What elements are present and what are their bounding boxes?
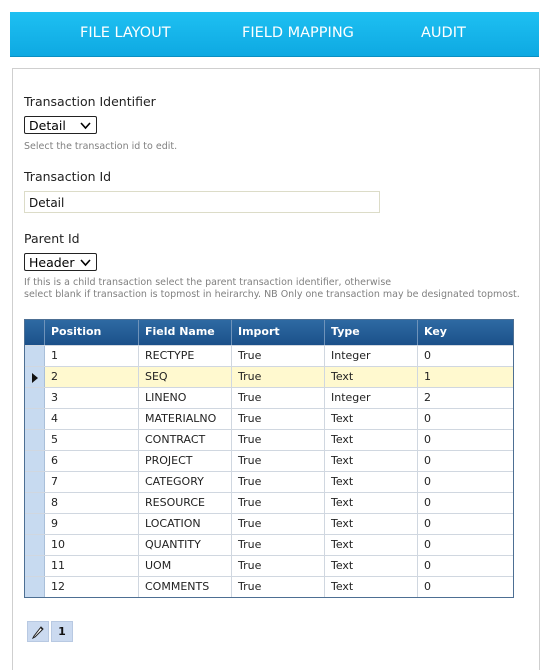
- cell-position[interactable]: 8: [45, 493, 139, 513]
- parent-id-hint-line-1: If this is a child transaction select the parent transaction identifier, otherwise: [24, 277, 392, 288]
- cell-type[interactable]: Integer: [325, 346, 418, 366]
- cell-key[interactable]: 0: [424, 538, 431, 551]
- row-indicator[interactable]: [25, 367, 45, 387]
- cell-type[interactable]: Text: [325, 514, 418, 534]
- cell-key[interactable]: 0: [424, 454, 431, 467]
- parent-id-label: Parent Id: [24, 231, 80, 246]
- current-row-arrow-icon: [32, 373, 38, 383]
- cell-type[interactable]: Integer: [325, 388, 418, 408]
- cell-position[interactable]: 7: [45, 472, 139, 492]
- cell-position[interactable]: 1: [45, 346, 139, 366]
- table-row[interactable]: [25, 366, 513, 387]
- cell-type[interactable]: Text: [325, 493, 418, 513]
- cell-type[interactable]: Text: [325, 367, 418, 387]
- cell-type[interactable]: Text: [325, 451, 418, 471]
- cell-type[interactable]: Text: [325, 409, 418, 429]
- cell-import[interactable]: True: [232, 346, 325, 366]
- edit-button[interactable]: [27, 621, 49, 642]
- cell-field-name[interactable]: MATERIALNO: [139, 409, 232, 429]
- cell-position[interactable]: 10: [45, 535, 139, 555]
- grid-pager: [27, 621, 73, 642]
- cell-import[interactable]: True: [232, 367, 325, 387]
- parent-id-value: Header: [29, 255, 75, 270]
- cell-key[interactable]: 0: [424, 559, 431, 572]
- cell-field-name[interactable]: LINENO: [139, 388, 232, 408]
- cell-field-name[interactable]: COMMENTS: [139, 577, 232, 597]
- cell-field-name[interactable]: RESOURCE: [139, 493, 232, 513]
- cell-position[interactable]: 3: [45, 388, 139, 408]
- cell-import[interactable]: True: [232, 493, 325, 513]
- cell-type[interactable]: Text: [325, 430, 418, 450]
- cell-type[interactable]: Text: [325, 577, 418, 597]
- table-row[interactable]: [25, 345, 513, 366]
- cell-position[interactable]: 5: [45, 430, 139, 450]
- cell-import[interactable]: True: [232, 577, 325, 597]
- cell-type[interactable]: Text: [325, 556, 418, 576]
- cell-field-name[interactable]: CONTRACT: [139, 430, 232, 450]
- row-indicator[interactable]: [25, 409, 45, 429]
- transaction-id-input[interactable]: Detail: [24, 191, 380, 213]
- grid-header: [25, 320, 513, 345]
- table-row[interactable]: [25, 576, 513, 597]
- row-indicator[interactable]: [25, 493, 45, 513]
- row-indicator[interactable]: [25, 346, 45, 366]
- cell-key[interactable]: 0: [424, 496, 431, 509]
- table-row[interactable]: [25, 555, 513, 576]
- cell-import[interactable]: True: [232, 451, 325, 471]
- cell-field-name[interactable]: PROJECT: [139, 451, 232, 471]
- row-indicator[interactable]: [25, 472, 45, 492]
- row-indicator[interactable]: [25, 535, 45, 555]
- cell-key[interactable]: 0: [424, 475, 431, 488]
- cell-position[interactable]: 6: [45, 451, 139, 471]
- cell-field-name[interactable]: UOM: [139, 556, 232, 576]
- grid-body: [25, 345, 513, 597]
- cell-import[interactable]: True: [232, 472, 325, 492]
- row-indicator[interactable]: [25, 556, 45, 576]
- row-indicator[interactable]: [25, 430, 45, 450]
- cell-position[interactable]: 12: [45, 577, 139, 597]
- cell-import[interactable]: True: [232, 409, 325, 429]
- column-header-import[interactable]: Import: [232, 320, 325, 345]
- cell-position[interactable]: 2: [45, 367, 139, 387]
- table-row[interactable]: [25, 408, 513, 429]
- cell-key[interactable]: 0: [424, 433, 431, 446]
- cell-key[interactable]: 0: [424, 517, 431, 530]
- table-row[interactable]: [25, 534, 513, 555]
- table-row[interactable]: [25, 450, 513, 471]
- cell-import[interactable]: True: [232, 430, 325, 450]
- table-row[interactable]: [25, 429, 513, 450]
- transaction-identifier-hint: Select the transaction id to edit.: [24, 141, 178, 152]
- column-header-position[interactable]: Position: [45, 320, 139, 345]
- transaction-id-label: Transaction Id: [24, 169, 112, 184]
- cell-import[interactable]: True: [232, 514, 325, 534]
- row-indicator[interactable]: [25, 451, 45, 471]
- top-navigation: [10, 12, 539, 57]
- chevron-down-icon: [80, 122, 91, 130]
- cell-import[interactable]: True: [232, 556, 325, 576]
- row-indicator[interactable]: [25, 514, 45, 534]
- cell-type[interactable]: Text: [325, 472, 418, 492]
- cell-key[interactable]: 2: [424, 391, 431, 404]
- tab-file-layout[interactable]: FILE LAYOUT: [80, 25, 171, 41]
- cell-import[interactable]: True: [232, 535, 325, 555]
- cell-position[interactable]: 11: [45, 556, 139, 576]
- column-header-field-name[interactable]: Field Name: [139, 320, 232, 345]
- column-header-type[interactable]: Type: [325, 320, 418, 345]
- chevron-down-icon: [80, 259, 91, 267]
- parent-id-hint-line-2: select blank if transaction is topmost in heirarchy. NB Only one transaction may be designated topmost.: [24, 289, 520, 300]
- row-indicator[interactable]: [25, 577, 45, 597]
- page-button-1[interactable]: 1: [51, 621, 73, 642]
- cell-key[interactable]: 1: [424, 370, 431, 383]
- transaction-identifier-label: Transaction Identifier: [24, 94, 156, 109]
- row-indicator[interactable]: [25, 388, 45, 408]
- table-row[interactable]: [25, 387, 513, 408]
- transaction-identifier-value: Detail: [29, 118, 66, 133]
- cell-field-name[interactable]: SEQ: [139, 367, 232, 387]
- cell-position[interactable]: 9: [45, 514, 139, 534]
- tab-field-mapping[interactable]: FIELD MAPPING: [242, 25, 354, 41]
- parent-id-select[interactable]: [24, 253, 97, 271]
- cell-field-name[interactable]: RECTYPE: [139, 346, 232, 366]
- pencil-icon: [31, 625, 45, 639]
- header-indicator-cell: [25, 320, 45, 345]
- table-row[interactable]: [25, 513, 513, 534]
- column-header-key[interactable]: Key: [424, 325, 447, 338]
- cell-field-name[interactable]: LOCATION: [139, 514, 232, 534]
- cell-import[interactable]: True: [232, 388, 325, 408]
- cell-field-name[interactable]: QUANTITY: [139, 535, 232, 555]
- tab-audit[interactable]: AUDIT: [421, 25, 466, 41]
- cell-key[interactable]: 0: [424, 412, 431, 425]
- cell-type[interactable]: Text: [325, 535, 418, 555]
- transaction-identifier-select[interactable]: [24, 116, 97, 134]
- cell-key[interactable]: 0: [424, 349, 431, 362]
- cell-position[interactable]: 4: [45, 409, 139, 429]
- table-row[interactable]: [25, 492, 513, 513]
- table-row[interactable]: [25, 471, 513, 492]
- cell-key[interactable]: 0: [424, 580, 431, 593]
- cell-field-name[interactable]: CATEGORY: [139, 472, 232, 492]
- field-grid: [24, 319, 514, 598]
